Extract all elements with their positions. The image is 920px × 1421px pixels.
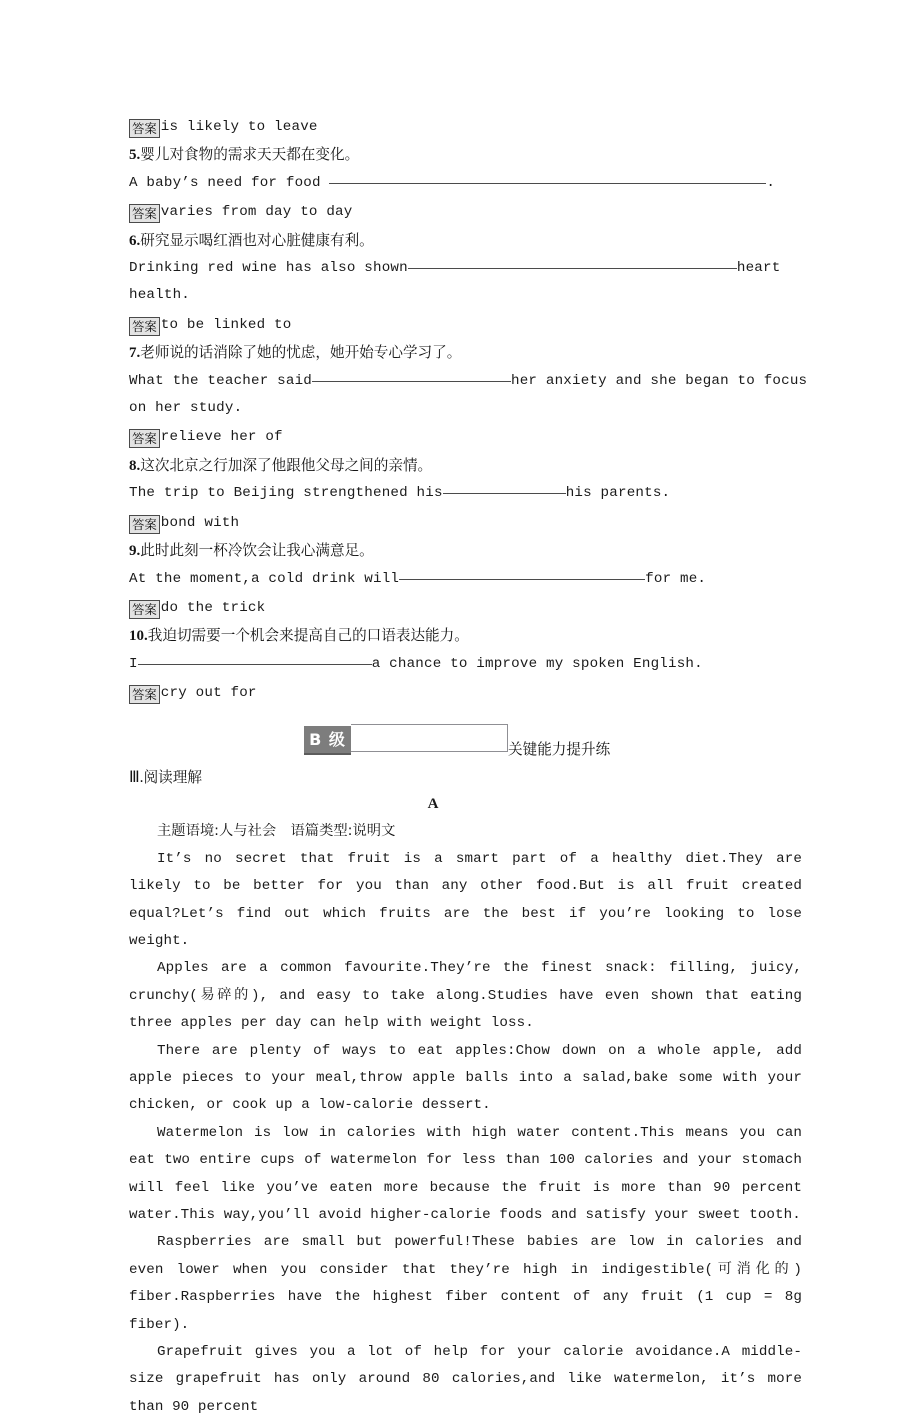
sentence-after: her anxiety and she began to focus bbox=[511, 372, 808, 389]
sentence-after: . bbox=[766, 174, 776, 191]
question-sentence bbox=[129, 368, 808, 395]
sentence-before: I bbox=[129, 655, 138, 672]
level-banner bbox=[129, 720, 802, 762]
question-number: 9. bbox=[129, 543, 141, 560]
answer-row bbox=[129, 678, 802, 707]
prompt-text: 老师说的话消除了她的忧虑，她开始专心学习了。 bbox=[140, 344, 462, 362]
passage-paragraph: Watermelon is low in calories with high water content.This means you can eat two entire cups of watermelon for less than 100 calories and your stomach will feel like you’ve eaten more because the fruit is more than 90 percent water.This way,you’ll avoid higher-calorie foods and satisfy your sweet tooth. bbox=[129, 1124, 802, 1224]
answer-text: do the trick bbox=[160, 599, 266, 616]
section-heading-text: 阅读理解 bbox=[143, 768, 202, 786]
answer-text: varies from day to day bbox=[160, 204, 353, 221]
question-prompt-cn bbox=[129, 339, 802, 367]
question-prompt-cn bbox=[129, 227, 802, 255]
fill-in-blank[interactable] bbox=[408, 256, 737, 269]
question-number: 6. bbox=[129, 232, 141, 249]
answer-row bbox=[129, 197, 802, 226]
level-banner-label: 关键能力提升练 bbox=[508, 740, 611, 758]
passage-paragraph: Grapefruit gives you a lot of help for your calorie avoidance.A middle-size grapefruit has only around 80 calories,and like watermelon, it’s more than 90 percent bbox=[129, 1344, 802, 1415]
question-prompt-cn bbox=[129, 622, 802, 650]
question-sentence bbox=[129, 255, 802, 282]
answer-tag: 答案 bbox=[129, 204, 160, 223]
question-prompt-cn bbox=[129, 452, 802, 480]
fill-in-blank[interactable] bbox=[443, 481, 566, 494]
sentence-after: a chance to improve my spoken English. bbox=[371, 655, 703, 672]
prompt-text: 研究显示喝红酒也对心脏健康有利。 bbox=[140, 231, 374, 249]
question-sentence-wrap: health. bbox=[129, 287, 190, 304]
level-banner-inner bbox=[304, 720, 611, 758]
answer-row bbox=[129, 593, 802, 622]
question-number: 7. bbox=[129, 345, 141, 362]
question-sentence bbox=[129, 566, 802, 593]
question-sentence-wrap: on her study. bbox=[129, 400, 243, 417]
sentence-before: Drinking red wine has also shown bbox=[129, 260, 408, 277]
question-sentence bbox=[129, 480, 802, 507]
prompt-text: 这次北京之行加深了他跟他父母之间的亲情。 bbox=[140, 456, 433, 474]
answer-text: bond with bbox=[160, 514, 240, 531]
passage-paragraph: Apples are a common favourite.They’re the finest snack: filling, juicy, crunchy(易碎的), and easy to take along.Studies have even shown that eating three apples per day can help with weight loss. bbox=[129, 960, 802, 1032]
answer-row bbox=[129, 422, 802, 451]
answer-tag: 答案 bbox=[129, 317, 160, 336]
answer-row bbox=[129, 112, 802, 141]
question-sentence bbox=[129, 651, 802, 678]
fill-in-blank[interactable] bbox=[399, 567, 645, 580]
answer-text: relieve her of bbox=[160, 429, 283, 446]
passage-paragraph: There are plenty of ways to eat apples:Chow down on a whole apple, add apple pieces to your meal,throw apple balls into a salad,bake some with your chicken, or cook up a low-calorie dessert. bbox=[129, 1042, 802, 1114]
sentence-before: What the teacher said bbox=[129, 372, 312, 389]
sentence-before: At the moment,a cold drink will bbox=[129, 570, 400, 587]
sentence-after: for me. bbox=[645, 570, 707, 587]
passage-paragraph: It’s no secret that fruit is a smart part of a healthy diet.They are likely to be better for you than any other food.But is all fruit created equal?Let’s find out which fruits are the best if you’re looking to lose weight. bbox=[129, 850, 802, 949]
passage-paragraph: Raspberries are small but powerful!These babies are low in calories and even lower when you consider that they’re high in indigestible(可消化的) fiber.Raspberries have the highest fiber content of any fruit (1 cup = 8g fiber). bbox=[129, 1234, 802, 1333]
question-prompt-cn bbox=[129, 537, 802, 565]
prompt-text: 此时此刻一杯冷饮会让我心满意足。 bbox=[140, 542, 374, 560]
answer-tag: 答案 bbox=[129, 515, 160, 534]
answer-text: is likely to leave bbox=[160, 119, 318, 135]
passage-topic-line: 主题语境:人与社会 语篇类型:说明文 bbox=[157, 823, 396, 840]
answer-row bbox=[129, 310, 802, 339]
answer-tag: 答案 bbox=[129, 600, 160, 619]
fill-in-blank[interactable] bbox=[138, 652, 372, 665]
answer-tag: 答案 bbox=[129, 429, 160, 448]
fill-in-blank[interactable] bbox=[312, 369, 511, 382]
question-sentence bbox=[129, 170, 802, 197]
sentence-before: A baby’s need for food bbox=[129, 174, 330, 191]
question-number: 8. bbox=[129, 457, 141, 474]
answer-tag: 答案 bbox=[129, 685, 160, 704]
level-badge: B 级 bbox=[304, 726, 351, 755]
answer-text: cry out for bbox=[160, 685, 257, 702]
answer-row bbox=[129, 508, 802, 537]
section-numeral: Ⅲ. bbox=[129, 768, 144, 786]
prompt-text: 我迫切需要一个机会来提高自己的口语表达能力。 bbox=[147, 627, 469, 645]
sentence-before: The trip to Beijing strengthened his bbox=[129, 485, 443, 502]
sentence-after: heart bbox=[736, 260, 781, 277]
question-number: 10. bbox=[129, 628, 148, 645]
sentence-after: his parents. bbox=[565, 485, 671, 502]
question-prompt-cn bbox=[129, 141, 802, 169]
answer-tag: 答案 bbox=[129, 119, 160, 138]
passage-letter: A bbox=[427, 795, 439, 812]
section-heading bbox=[129, 764, 802, 791]
prompt-text: 婴儿对食物的需求天天都在变化。 bbox=[140, 146, 360, 164]
level-banner-box bbox=[351, 724, 508, 752]
question-number: 5. bbox=[129, 147, 141, 164]
fill-in-blank[interactable] bbox=[329, 171, 766, 184]
answer-text: to be linked to bbox=[160, 316, 292, 333]
